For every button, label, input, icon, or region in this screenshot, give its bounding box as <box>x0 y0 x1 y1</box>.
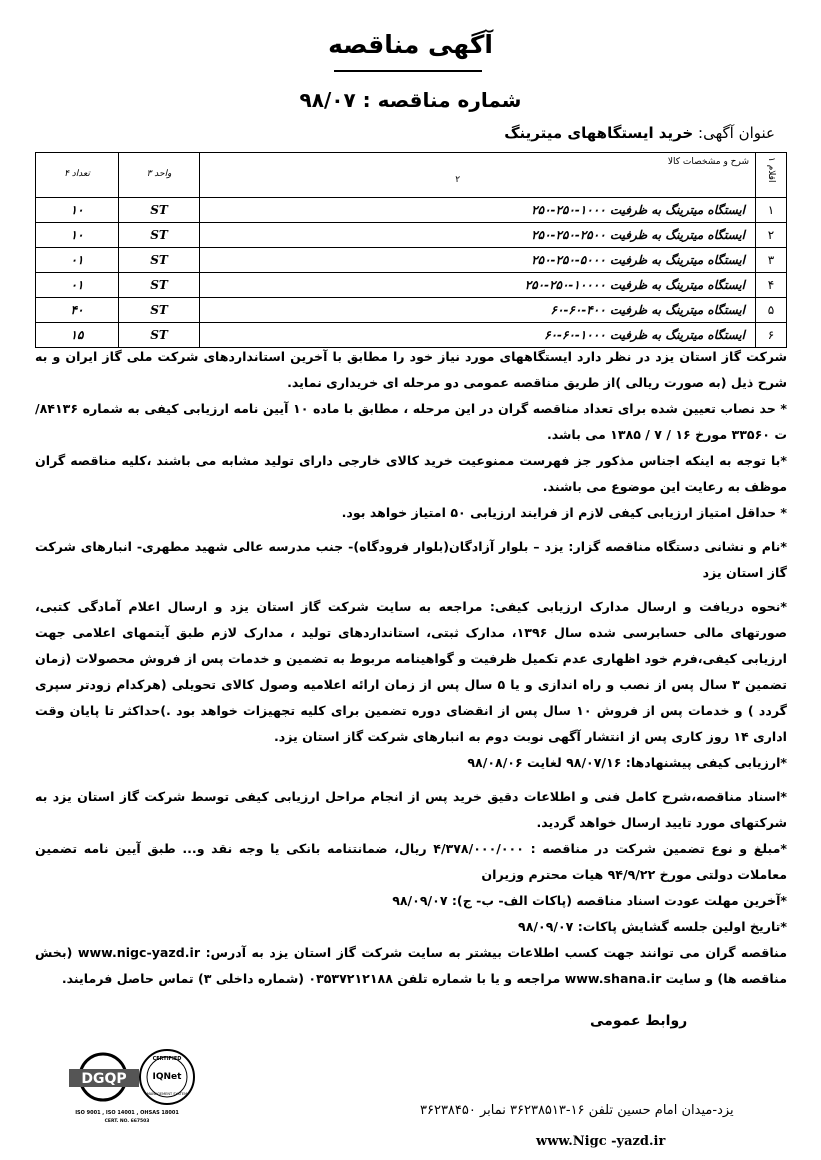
row-index: ۲ <box>756 223 787 248</box>
paragraph-contact: مناقصه گران می توانند جهت کسب اطلاعات بیشتر به سایت شرکت گاز استان یزد به آدرس: www.nigc-yazd.ir (بخش مناقصه ها) و سایت www.shana.ir مراجعه و یا با شماره تلفن ۰۳۵۳۷۲۱۲۱۸۸ (شماره داخلی ۳) تماس حاصل فرمایند. <box>35 945 787 986</box>
title-underline <box>334 70 482 72</box>
row-qty: ۰۱ <box>36 273 119 298</box>
logo-dgqp-text: DGQP <box>81 1071 127 1087</box>
subject-label: عنوان آگهی: <box>698 124 775 142</box>
paragraph-documents: *نحوه دریافت و ارسال مدارک ارزیابی کیفی: مراجعه به سایت شرکت گاز استان یزد و ارسال اعلام آمادگی کتبی، صورتهای مالی حسابرسی شده سال ۱۳۹۶، مدارک ثبتی، استانداردهای تولید ، مدارک لازم طبق آیتمهای اعلامی جهت ارزیابی کیفی،فرم خود اظهاری عدم تکمیل ظرفیت و گواهینامه مربوط به تضمین و خدمات پس از فروش محصولات (زمان تضمین ۳ سال پس از نصب و راه اندازی و یا ۵ سال پس از زمان ارائه اعلامیه وصول کالای تحویلی (هرکدام زودتر سپری گردد ) و خدمات پس از فروش ۱۰ سال پس از انقضای دوره تضمین برای کلیه تجهیزات خواهد بود .)حداکثر تا پایان وقت اداری ۱۴ روز کاری پس از انتشار آگهی نوبت دوم به انبارهای شرکت گاز استان یزد. <box>35 599 788 744</box>
logo-certified-text: CERTIFIED <box>152 1056 182 1062</box>
row-index: ۱ <box>756 198 787 223</box>
header-qty: تعداد ۴ <box>36 153 119 198</box>
table-row <box>36 248 787 273</box>
row-unit: ST <box>119 298 200 323</box>
header-unit: واحد ۳ <box>119 153 200 198</box>
row-unit: ST <box>119 248 200 273</box>
footer-website-link[interactable]: www.Nigc -yazd.ir <box>536 1134 666 1149</box>
row-index: ۶ <box>756 323 787 348</box>
row-description: ایستگاه میترینگ به ظرفیت ۱۰۰۰-۲۵۰-۲۵۰ <box>200 198 756 223</box>
row-description: ایستگاه میترینگ به ظرفیت ۲۵۰۰-۲۵۰-۲۵۰ <box>200 223 756 248</box>
paragraph-address: *نام و نشانی دستگاه مناقصه گزار: یزد – بلوار آزادگان(بلوار فرودگاه)- جنب مدرسه عالی شهید مطهری- انبارهای شرکت گاز استان یزد <box>35 539 787 580</box>
paragraph-guarantee: *مبلغ و نوع تضمین شرکت در مناقصه : ۴/۳۷۸/۰۰۰/۰۰۰ ریال، ضمانتنامه بانکی یا وجه نقد و... طبق آیین نامه تضمین معاملات دولتی مورخ ۹۴/۹/۲۲ هیات محترم وزیران <box>35 841 787 882</box>
row-description: ایستگاه میترینگ به ظرفیت ۵۰۰۰-۲۵۰-۲۵۰ <box>200 248 756 273</box>
page-title: آگهی مناقصه <box>328 30 493 59</box>
row-index: ۳ <box>756 248 787 273</box>
table-row <box>36 223 787 248</box>
paragraph-tender-docs: *اسناد مناقصه،شرح کامل فنی و اطلاعات دقیق خرید پس از انجام مراحل ارزیابی کیفی توسط شرکت گاز استان یزد به شرکتهای مورد تایید ارسال خواهد گردید. <box>35 789 787 830</box>
row-qty: ۰۱ <box>36 248 119 273</box>
table-row <box>36 273 787 298</box>
row-index: ۴ <box>756 273 787 298</box>
paragraph-evaluation-dates: *ارزیابی کیفی پیشنهادها: ۹۸/۰۷/۱۶ لغایت ۹۸/۰۸/۰۶ <box>467 755 787 770</box>
logo-iqnet-text: IQNet <box>152 1072 182 1082</box>
row-unit: ST <box>119 198 200 223</box>
header-description-label: شرح و مشخصات کالا <box>667 157 749 167</box>
logo-cert-text: CERT. NO. 667503 <box>104 1119 150 1124</box>
subject-value: خرید ایستگاههای میترینگ <box>504 124 694 142</box>
row-unit: ST <box>119 223 200 248</box>
footer-address: یزد-میدان امام حسین تلفن ۱۶-۳۶۲۳۸۵۱۳ نمابر ۳۶۲۳۸۴۵۰ <box>420 1103 734 1118</box>
table-row <box>36 298 787 323</box>
row-qty: ۱۵ <box>36 323 119 348</box>
logo-management-text: MANAGEMENT SYSTEM <box>146 1092 188 1096</box>
paragraph-foreign-goods: *با توجه به اینکه اجناس مذکور جز فهرست ممنوعیت خرید کالای خارجی دارای تولید مشابه می باشند ،کلیه مناقصه گران موظف به رعایت این موضوع می باشند. <box>35 453 787 494</box>
dgqp-certified-logo-icon <box>67 1045 207 1125</box>
tender-number: شماره مناقصه : ۹۸/۰۷ <box>299 88 522 112</box>
row-unit: ST <box>119 273 200 298</box>
table-header-row <box>36 153 787 198</box>
row-description: ایستگاه میترینگ به ظرفیت ۱۰۰۰۰-۲۵۰-۲۵۰ <box>200 273 756 298</box>
row-description: ایستگاه میترینگ به ظرفیت ۱۰۰۰-۶۰-۶۰ <box>200 323 756 348</box>
header-index: اقلام ۱ <box>756 153 787 198</box>
row-qty: ۴۰ <box>36 298 119 323</box>
row-description: ایستگاه میترینگ به ظرفیت ۴۰۰-۶۰-۶۰ <box>200 298 756 323</box>
row-index: ۵ <box>756 298 787 323</box>
public-relations-signature: روابط عمومی <box>590 1013 688 1029</box>
row-qty: ۱۰ <box>36 198 119 223</box>
paragraph-quorum: * حد نصاب تعیین شده برای تعداد مناقصه گران در این مرحله ، مطابق با ماده ۱۰ آیین نامه ارزیابی کیفی به شماره ۸۴۱۳۶/ت ۳۳۵۶۰ مورخ ۱۶ / ۷ / ۱۳۸۵ می باشد. <box>35 401 787 442</box>
paragraph-intro: شرکت گاز استان یزد در نظر دارد ایستگاههای مورد نیاز خود را مطابق با آخرین استانداردهای شرکت ملی گاز ایران و به شرح ذیل (به صورت ریالی )از طریق مناقصه عمومی دو مرحله ای خریداری نماید. <box>35 349 787 390</box>
subject-line <box>504 124 775 142</box>
notice-body <box>35 344 787 992</box>
header-description-number: ۲ <box>455 175 461 185</box>
row-unit: ST <box>119 323 200 348</box>
logo-iso-text: ISO 9001 , ISO 14001 , OHSAS 18001 <box>75 1110 179 1116</box>
paragraph-deadline: *آخرین مهلت عودت اسناد مناقصه (پاکات الف- ب- ج): ۹۸/۰۹/۰۷ <box>392 893 787 908</box>
paragraph-min-score: * حداقل امتیاز ارزیابی کیفی لازم از فرایند ارزیابی ۵۰ امتیاز خواهد بود. <box>341 505 787 520</box>
paragraph-opening-date: *تاریخ اولین جلسه گشایش پاکات: ۹۸/۰۹/۰۷ <box>518 919 787 934</box>
items-table <box>35 152 787 348</box>
row-qty: ۱۰ <box>36 223 119 248</box>
table-row <box>36 198 787 223</box>
header-description <box>200 153 756 198</box>
